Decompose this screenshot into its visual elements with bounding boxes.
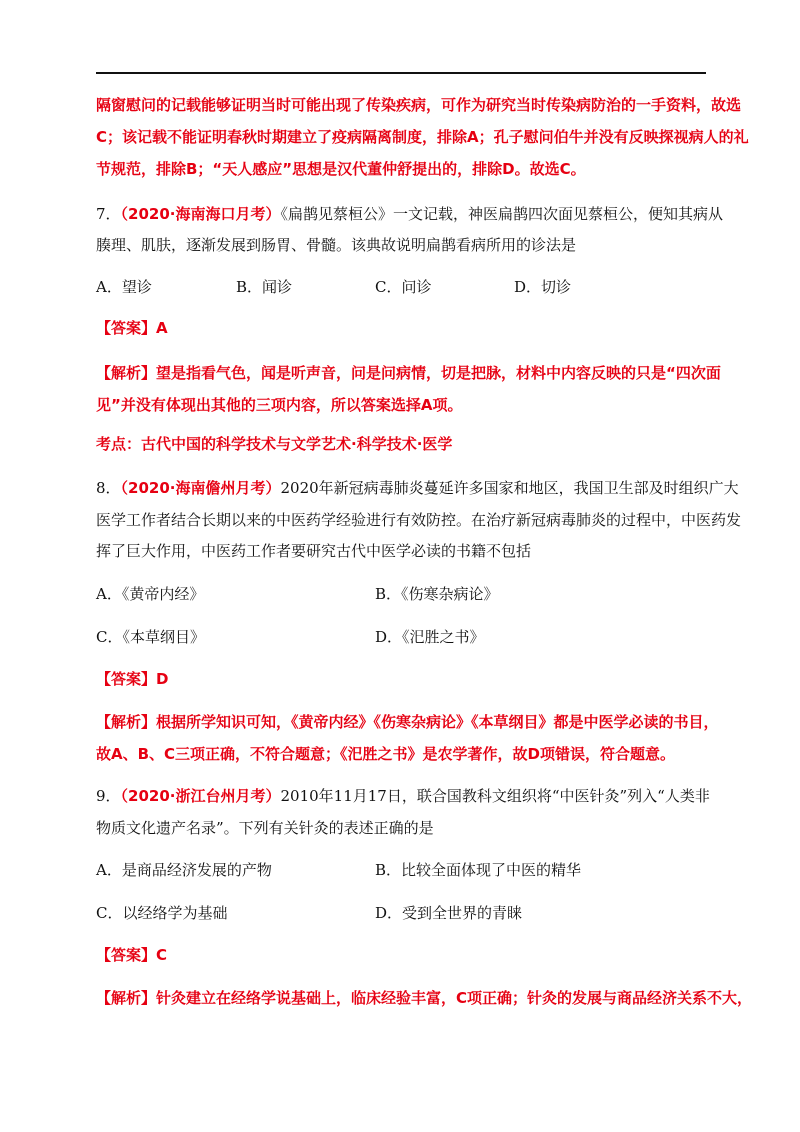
q7-option-a: A．望诊 (96, 278, 152, 296)
prev-analysis-line-2: C；该记载不能证明春秋时期建立了疫病隔离制度，排除A；孔子慰问伯牛并没有反映探视病人的礼 (96, 128, 749, 146)
q7-stem-line-2: 腠理、肌肤，逐渐发展到肠胃、骨髓。该典故说明扁鹊看病所用的诊法是 (96, 236, 577, 254)
q7-stem-line-1 (96, 204, 724, 224)
q8-option-c: C．《本草纲目》 (96, 628, 205, 646)
q8-option-a: A．《黄帝内经》 (96, 585, 205, 603)
q9-stem-text: 2010年11月17日，联合国教科文组织将“中医针灸”列入“人类非 (280, 787, 710, 805)
q7-option-c: C．问诊 (375, 278, 432, 296)
q9-analysis-line-1: 【解析】针灸建立在经络学说基础上，临床经验丰富，C项正确；针灸的发展与商品经济关系不大， (96, 989, 753, 1007)
q9-stem-line-2: 物质文化遗产名录”。下列有关针灸的表述正确的是 (96, 819, 434, 837)
q9-option-a: A．是商品经济发展的产物 (96, 861, 272, 879)
header-rule (96, 72, 706, 74)
q9-source: （2020·浙江台州月考） (120, 787, 281, 805)
q8-analysis-line-2: 故A、B、C三项正确，不符合题意；《汜胜之书》是农学著作，故D项错误，符合题意。 (96, 745, 676, 763)
prev-analysis-line-3: 节规范，排除B；“天人感应”思想是汉代董仲舒提出的，排除D。故选C。 (96, 160, 586, 178)
q8-stem-line-3: 挥了巨大作用，中医药工作者要研究古代中医学必读的书籍不包括 (96, 542, 532, 560)
q9-option-c: C．以经络学为基础 (96, 904, 228, 922)
q7-number: 7． (96, 205, 121, 223)
q7-option-b: B．闻诊 (236, 278, 293, 296)
q9-option-b: B．比较全面体现了中医的精华 (375, 861, 582, 879)
q9-answer: 【答案】C (96, 946, 168, 964)
q9-stem-line-1 (96, 786, 716, 806)
q8-option-b: B．《伤寒杂病论》 (375, 585, 499, 603)
q7-option-d: D．切诊 (514, 278, 572, 296)
q7-answer: 【答案】A (96, 319, 168, 337)
q8-analysis-line-1: 【解析】根据所学知识可知，《黄帝内经》《伤寒杂病论》《本草纲目》都是中医学必读的书目， (96, 713, 719, 731)
q8-option-d: D．《汜胜之书》 (375, 628, 485, 646)
q7-stem-text: 《扁鹊见蔡桓公》一文记载，神医扁鹊四次面见蔡桓公，便知其病从 (280, 205, 724, 223)
q9-number: 9． (96, 787, 121, 805)
q8-number: 8． (96, 479, 121, 497)
prev-analysis-line-1: 隔窗慰问的记载能够证明当时可能出现了传染疾病，可作为研究当时传染病防治的一手资料，故选 (96, 96, 742, 114)
q7-topic: 考点：古代中国的科学技术与文学艺术·科学技术·医学 (96, 435, 453, 453)
q7-source: （2020·海南海口月考） (120, 205, 281, 223)
q8-answer: 【答案】D (96, 670, 169, 688)
q8-stem-line-2: 医学工作者结合长期以来的中医药学经验进行有效防控。在治疗新冠病毒肺炎的过程中，中医药发 (96, 511, 742, 529)
q8-source: （2020·海南儋州月考） (120, 479, 281, 497)
q7-analysis-line-1: 【解析】望是指看气色，闻是听声音，问是问病情，切是把脉，材料中内容反映的只是“四次面 (96, 364, 721, 382)
q9-option-d: D．受到全世界的青睐 (375, 904, 523, 922)
q8-stem-line-1 (96, 478, 739, 498)
q8-stem-text: 2020年新冠病毒肺炎蔓延许多国家和地区，我国卫生部及时组织广大 (280, 479, 739, 497)
q7-analysis-line-2: 见”并没有体现出其他的三项内容，所以答案选择A项。 (96, 396, 463, 414)
